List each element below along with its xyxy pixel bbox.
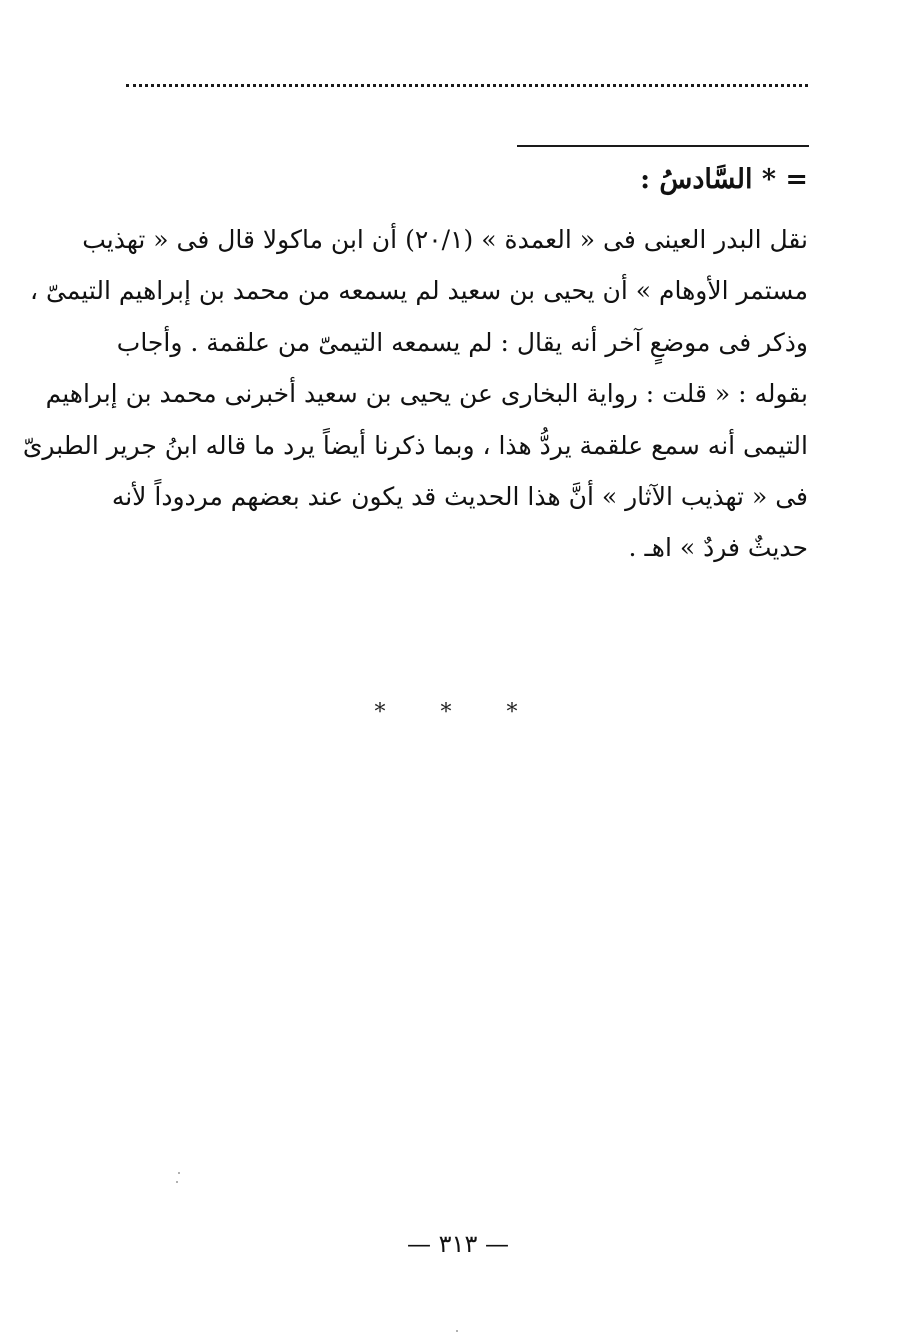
body-line: فى « تهذيب الآثار » أنَّ هذا الحديث قد يكون عند بعضهم مردوداً لأنه — [111, 481, 808, 511]
section-divider-rule — [517, 145, 809, 147]
body-line: حديثٌ فردٌ » اهـ . — [628, 533, 808, 563]
scan-speck — [456, 1330, 458, 1332]
top-dotted-rule — [126, 84, 808, 87]
scan-speck — [176, 1181, 178, 1183]
page-number: — ٣١٣ — — [407, 1230, 509, 1258]
body-paragraph — [22, 214, 808, 574]
body-line: التيمى أنه سمع علقمة يردُّ هذا ، وبما ذكرنا أيضاً يرد ما قاله ابنُ جرير الطبرىّ — [22, 430, 808, 460]
asterism-separator: * * * — [374, 700, 542, 725]
scan-speck — [178, 1172, 180, 1174]
body-line: وذكر فى موضعٍ آخر أنه يقال : لم يسمعه التيمىّ من علقمة . وأجاب — [116, 327, 808, 357]
body-line: نقل البدر العينى فى « العمدة » (٢٠/١) أن ابن ماكولا قال فى « تهذيب — [82, 225, 808, 254]
body-line: بقوله : « قلت : رواية البخارى عن يحيى بن سعيد أخبرنى محمد بن إبراهيم — [45, 379, 808, 409]
section-heading: = * السَّادسُ : — [640, 164, 808, 195]
body-line: مستمر الأوهام » أن يحيى بن سعيد لم يسمعه من محمد بن إبراهيم التيمىّ ، — [29, 276, 808, 306]
